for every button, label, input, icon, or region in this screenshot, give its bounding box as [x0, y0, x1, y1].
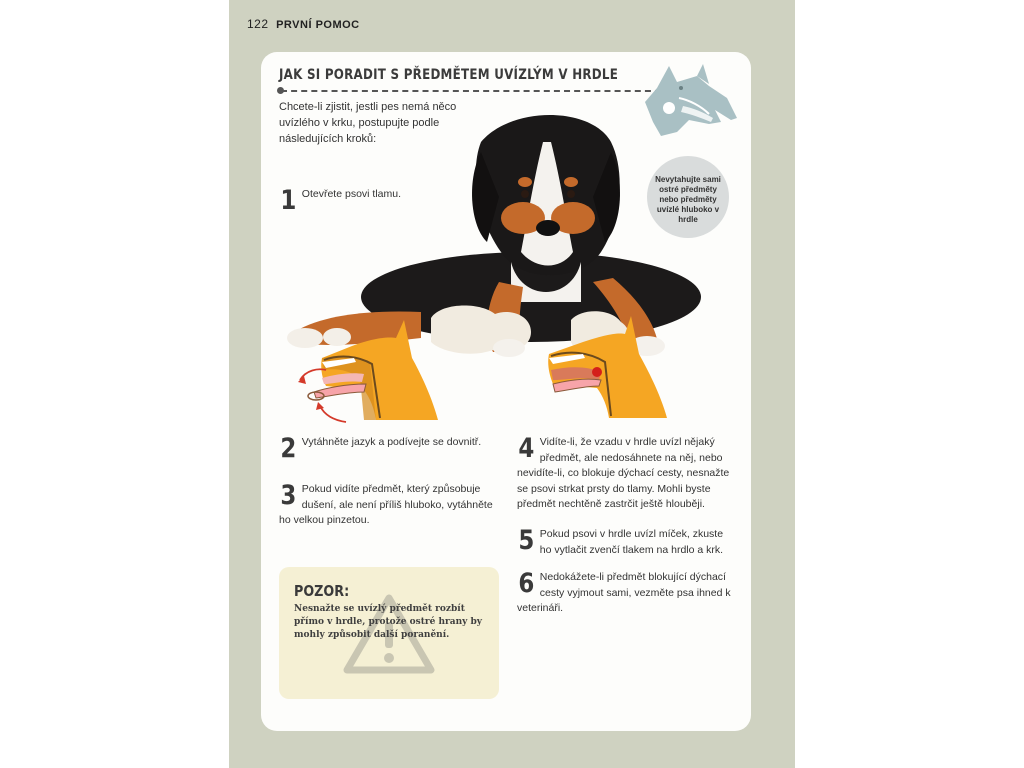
- step-3-text: Pokud vidíte předmět, který způsobuje dušení, ale není příliš hluboko, vytáhněte ho velkou pinzetou.: [279, 483, 493, 526]
- step-1-text: Otevřete psovi tlamu.: [301, 188, 402, 200]
- warning-text: Nesnažte se uvízlý předmět rozbít přímo v hrdle, protože ostré hrany by mohly způsobit další poranění.: [294, 604, 483, 640]
- intro-text: Chcete-li zjistit, jestli pes nemá něco uvízlého v krku, postupujte podle následujících kroků:: [279, 101, 457, 145]
- step-3: [279, 482, 494, 529]
- warning-box: [279, 567, 499, 699]
- step-5: [517, 527, 737, 558]
- running-head: [247, 17, 360, 31]
- page-title: JAK SI PORADIT S PŘEDMĚTEM UVÍZLÝM V HRDLE: [279, 67, 619, 83]
- caution-badge: [647, 156, 729, 238]
- dog-throat-diagram-tongue: [296, 318, 446, 424]
- step-2-number: 2: [280, 433, 297, 464]
- step-2-text: Vytáhněte jazyk a podívejte se dovnitř.: [301, 436, 482, 448]
- page-number: 122: [247, 17, 269, 31]
- caution-badge-text: Nevytahujte sami ostré předměty nebo předměty uvízlé hluboko v hrdle: [655, 175, 721, 224]
- step-6-number: 6: [518, 568, 535, 599]
- step-1-number: 1: [280, 185, 297, 216]
- step-1: [279, 187, 459, 214]
- step-6: [517, 570, 737, 617]
- warning-heading: POZOR:: [294, 582, 350, 600]
- step-6-text: Nedokážete-li předmět blokující dýchací cesty vyjmout sami, vezměte psa ihned k veterináři.: [517, 571, 731, 614]
- book-page: [229, 0, 795, 768]
- content-card: [261, 52, 751, 731]
- step-4: [517, 435, 737, 513]
- step-5-number: 5: [518, 525, 535, 556]
- section-name: PRVNÍ POMOC: [276, 19, 360, 31]
- dog-throat-diagram-object: [547, 314, 677, 422]
- step-2: [279, 435, 499, 462]
- step-4-number: 4: [518, 433, 535, 464]
- title-rule: [281, 90, 661, 92]
- step-3-number: 3: [280, 480, 297, 511]
- step-4-text: Vidíte-li, že vzadu v hrdle uvízl nějaký předmět, ale nedosáhnete na něj, nebo nevidíte-li, co blokuje dýchací cesty, nesnažte se psovi strkat prsty do tlamy. Mohli byste předmět nechtěně zastrčit ještě hlouběji.: [517, 436, 730, 510]
- step-5-text: Pokud psovi v hrdle uvízl míček, zkuste ho vytlačit zvenčí tlakem na hrdlo a krk.: [539, 528, 724, 556]
